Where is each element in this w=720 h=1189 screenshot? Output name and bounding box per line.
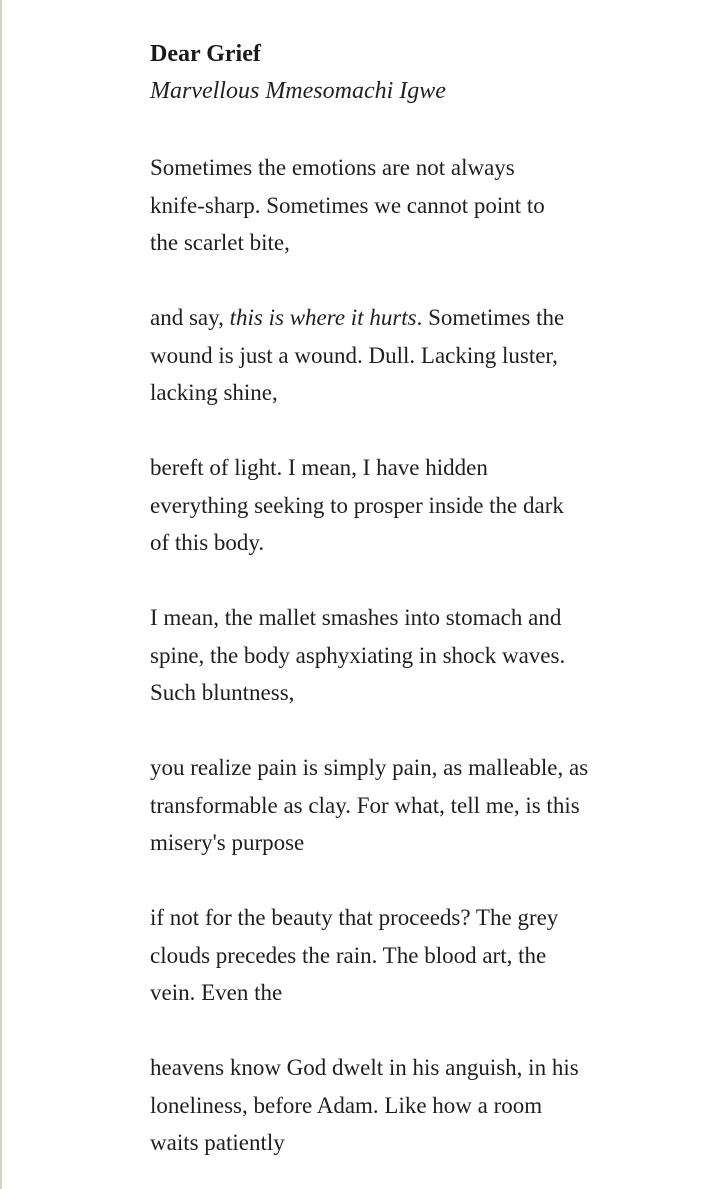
stanza-line: Sometimes the emotions are not always: [150, 155, 515, 180]
stanza: [150, 1049, 610, 1162]
stanza-line: you realize pain is simply pain, as malleable, as: [150, 755, 589, 780]
stanza-line: Such bluntness,: [150, 680, 295, 705]
stanza-line: everything seeking to prosper inside the dark: [150, 492, 564, 518]
stanza: [150, 449, 610, 562]
stanza-line: of this body.: [150, 530, 265, 555]
stanza-line: the scarlet bite,: [150, 230, 290, 255]
stanza: [150, 749, 610, 862]
stanza-line: [150, 299, 610, 337]
stanza: [150, 899, 610, 1012]
stanza-line: waits patiently: [150, 1130, 285, 1155]
stanza: [150, 149, 610, 262]
stanza-line: I mean, the mallet smashes into stomach and: [150, 605, 562, 630]
stanza-line: loneliness, before Adam. Like how a room: [150, 1092, 543, 1118]
stanza-line-text: . Sometimes the: [416, 305, 565, 330]
stanza-line: bereft of light. I mean, I have hidden: [150, 455, 488, 480]
stanza-line: transformable as clay. For what, tell me, is this: [150, 792, 580, 818]
italic-phrase: this is where it hurts: [229, 305, 417, 330]
stanza-line: if not for the beauty that proceeds? The grey: [150, 905, 559, 930]
poem-body: [150, 149, 610, 1162]
stanza-line: knife-sharp. Sometimes we cannot point to: [150, 192, 545, 218]
stanza: [150, 299, 610, 412]
poem-author: Marvellous Mmesomachi Igwe: [150, 78, 446, 104]
stanza: [150, 599, 610, 712]
stanza-line-text: and say,: [150, 305, 230, 330]
stanza-line: vein. Even the: [150, 980, 283, 1005]
stanza-line: misery's purpose: [150, 830, 305, 855]
poem: [150, 38, 610, 1189]
stanza-line: heavens know God dwelt in his anguish, in his: [150, 1055, 579, 1080]
poem-title: Dear Grief: [150, 41, 261, 67]
page-left-border: [0, 0, 2, 1189]
stanza-line: lacking shine,: [150, 380, 278, 405]
stanza-line: clouds precedes the rain. The blood art, the: [150, 942, 547, 968]
stanza-line: spine, the body asphyxiating in shock waves.: [150, 642, 566, 668]
stanza-line: wound is just a wound. Dull. Lacking luster,: [150, 342, 558, 368]
